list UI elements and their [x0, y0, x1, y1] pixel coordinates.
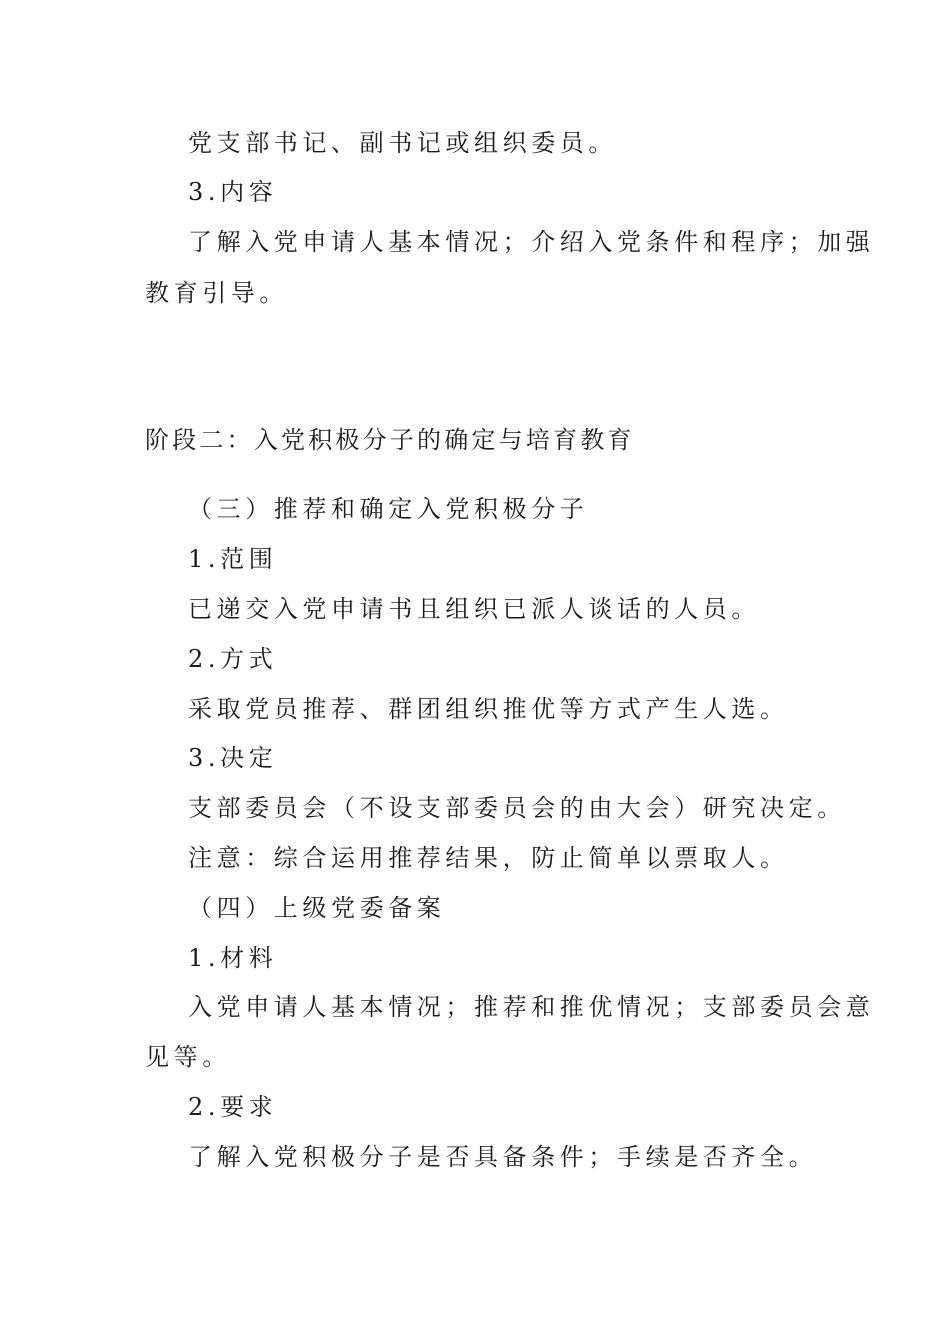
item-heading: 2.要求 — [188, 1093, 278, 1121]
paragraph-line: 见等。 — [145, 1043, 231, 1071]
stage-heading: 阶段二：入党积极分子的确定与培育教育 — [145, 426, 635, 454]
note-line: 注意：综合运用推荐结果，防止简单以票取人。 — [188, 844, 789, 872]
paragraph-line: 了解入党积极分子是否具备条件；手续是否齐全。 — [188, 1143, 818, 1171]
item-heading: 1.范围 — [188, 545, 278, 573]
item-heading: 2.方式 — [188, 645, 278, 673]
paragraph-line: 支部委员会（不设支部委员会的由大会）研究决定。 — [188, 794, 846, 822]
item-heading: 1.材料 — [188, 944, 278, 972]
section-heading: （三）推荐和确定入党积极分子 — [188, 495, 589, 523]
paragraph-line: 采取党员推荐、群团组织推优等方式产生人选。 — [188, 695, 789, 723]
item-heading: 3.决定 — [188, 744, 278, 772]
paragraph-line: 入党申请人基本情况；推荐和推优情况；支部委员会意 — [188, 993, 875, 1021]
paragraph-line: 党支部书记、副书记或组织委员。 — [188, 129, 617, 157]
paragraph-line: 了解入党申请人基本情况；介绍入党条件和程序；加强 — [188, 228, 875, 256]
item-heading: 3.内容 — [188, 178, 278, 206]
paragraph-line: 教育引导。 — [145, 279, 288, 307]
paragraph-line: 已递交入党申请书且组织已派人谈话的人员。 — [188, 595, 760, 623]
section-heading: （四）上级党委备案 — [188, 894, 446, 922]
